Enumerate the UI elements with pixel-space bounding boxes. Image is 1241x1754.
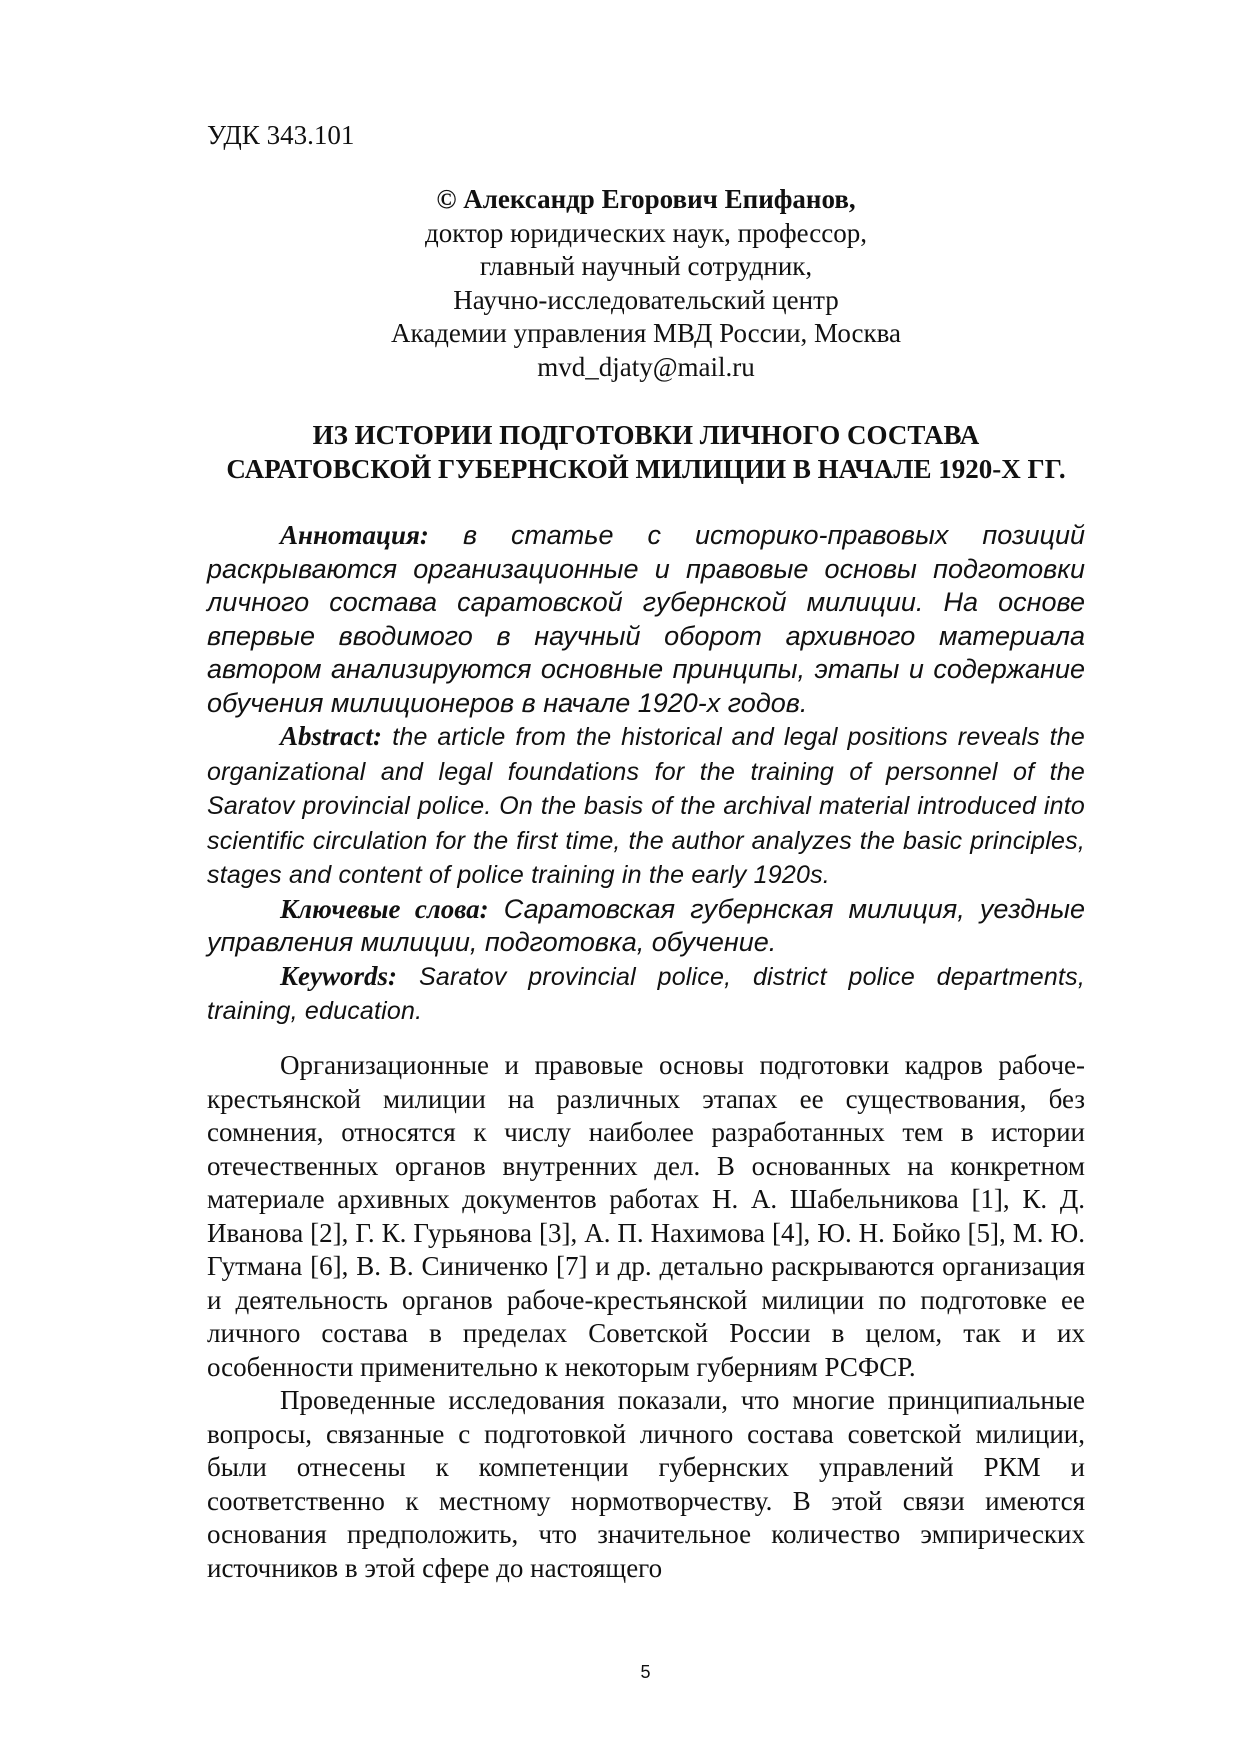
annotation-label: Аннотация: xyxy=(280,520,429,550)
article-title-line: САРАТОВСКОЙ ГУБЕРНСКОЙ МИЛИЦИИ В НАЧАЛЕ 1920-Х ГГ. xyxy=(226,454,1066,484)
body-paragraph: Проведенные исследования показали, что многие принципиальные вопросы, связанные с подготовкой личного состава советской милиции, были отнесены к компетенции губернских управлений РКМ и соответственно к местному нормотворчеству. В этой связи имеются основания предположить, что значительное количество эмпирических источников в этой сфере до настоящего xyxy=(207,1385,1085,1583)
author-block xyxy=(207,183,1085,384)
keywords-ru-label: Ключевые слова: xyxy=(280,893,489,924)
article-body xyxy=(207,1049,1085,1585)
abstract-paragraph xyxy=(207,720,1085,893)
abstract-text: the article from the historical and legal positions reveals the organizational and legal foundations for the training of personnel of the Saratov provincial police. On the basis of the archival material introduced into scientific circulation for the first time, the author analyzes the basic principles, stages and content of police training in the early 1920s. xyxy=(207,723,1085,889)
author-degree: доктор юридических наук, профессор, xyxy=(424,217,868,248)
page-number: 5 xyxy=(640,1662,651,1682)
annotation-paragraph xyxy=(207,519,1085,720)
udc-code: УДК 343.101 xyxy=(207,120,355,150)
keywords-en-label: Keywords: xyxy=(280,960,397,991)
keywords-ru-text: Саратовская губернская милиция, уездные управления милиции, подготовка, обучение. xyxy=(207,893,1085,957)
abstract-label: Abstract: xyxy=(280,721,383,751)
keywords-en-text: Saratov provincial police, district police departments, training, education. xyxy=(207,962,1085,1025)
author-email: mvd_djaty@mail.ru xyxy=(537,351,755,382)
author-position: главный научный сотрудник, xyxy=(479,251,813,281)
author-organization: Научно-исследовательский центр xyxy=(453,284,839,315)
article-title xyxy=(207,418,1085,486)
annotation-text: в статье с историко-правовых позиций раскрываются организационные и правовые основы подготовки личного состава саратовской губернской милиции. На основе впервые вводимого в научный оборот архивного материала автором анализируются основные принципы, этапы и содержание обучения милиционеров в начале 1920-х годов. xyxy=(207,520,1085,718)
keywords-en-paragraph xyxy=(207,960,1085,1029)
author-organization-city: Академии управления МВД России, Москва xyxy=(390,318,902,348)
abstract-section xyxy=(207,519,1085,1029)
article-title-line: ИЗ ИСТОРИИ ПОДГОТОВКИ ЛИЧНОГО СОСТАВА xyxy=(312,420,980,450)
keywords-ru-paragraph xyxy=(207,893,1085,960)
body-paragraph: Организационные и правовые основы подготовки кадров рабоче-крестьянской милиции на различных этапах ее существования, без сомнения, относятся к числу наиболее разработанных тем в истории отечественных органов внутренних дел. В основанных на конкретном материале архивных документов работах Н. А. Шабельникова [1], К. Д. Иванова [2], Г. К. Гурьянова [3], А. П. Нахимова [4], Ю. Н. Бойко [5], М. Ю. Гутмана [6], В. В. Синиченко [7] и др. детально раскрываются организация и деятельность органов рабоче-крестьянской милиции по подготовке ее личного состава в пределах Советской России в целом, так и их особенности применительно к некоторым губерниям РСФСР. xyxy=(207,1050,1085,1382)
author-name: © Александр Егорович Епифанов, xyxy=(436,184,856,214)
